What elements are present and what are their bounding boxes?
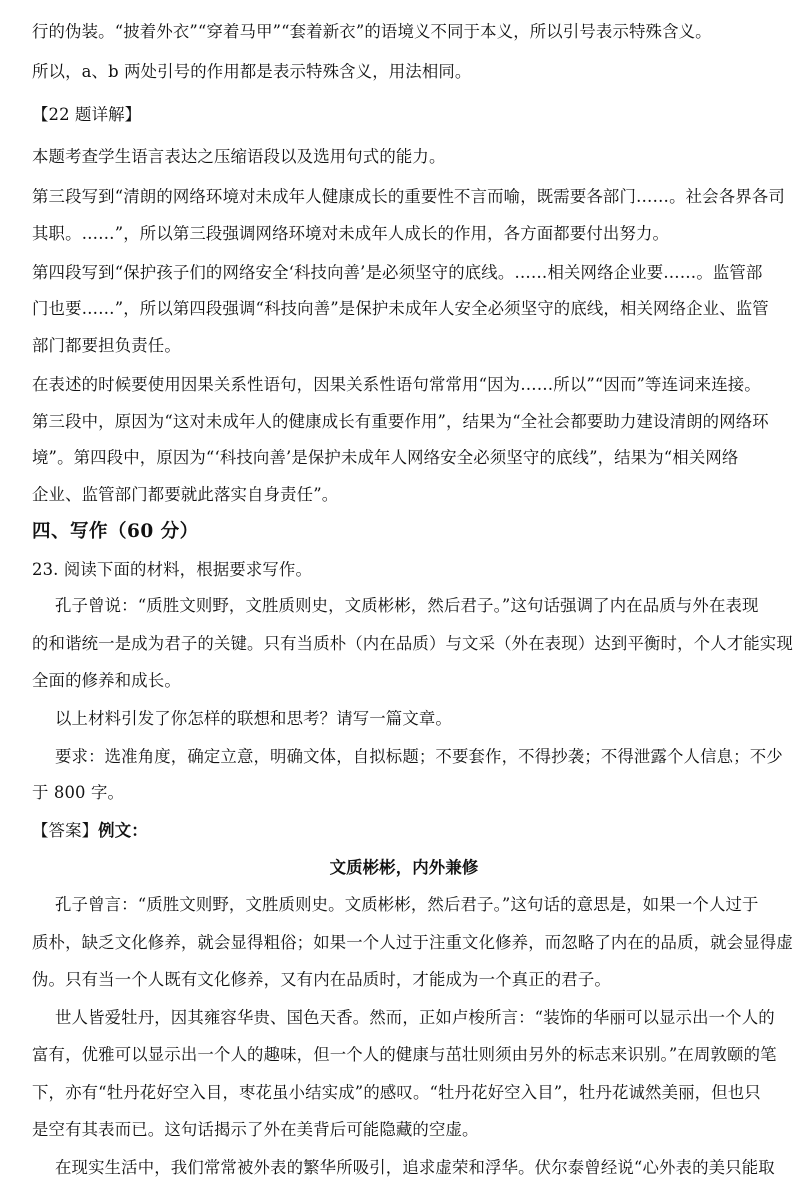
answer-label: 【答案】 (32, 821, 99, 840)
essay-title: 文质彬彬，内外兼修 (329, 858, 479, 877)
section-label: 【22 题详解】 (32, 105, 142, 124)
text-line: 第四段写到“保护孩子们的网络安全‘科技向善’是必须坚守的底线。……相关网络企业要……。监管部 (32, 263, 763, 282)
text-line: 所以，a、b 两处引号的作用都是表示特殊含义，用法相同。 (32, 62, 472, 81)
requirement-line: 要求：选准角度，确定立意，明确文体，自拟标题；不要套作，不得抄袭；不得泄露个人信息；不少 (55, 747, 783, 766)
text-line: 第三段写到“清朗的网络环境对未成年人健康成长的重要性不言而喻，既需要各部门……。社会各界各司 (32, 187, 785, 206)
essay-line: 下，亦有“牡丹花好空入目，枣花虽小结实成”的感叹。“牡丹花好空入目”，牡丹花诚然美丽，但也只 (32, 1083, 761, 1102)
essay-line: 伪。只有当一个人既有文化修养，又有内在品质时，才能成为一个真正的君子。 (32, 970, 611, 989)
essay-line: 孔子曾言：“质胜文则野，文胜质则史。文质彬彬，然后君子。”这句话的意思是，如果一个人过于 (55, 895, 759, 914)
section-heading: 四、写作（60 分） (32, 521, 199, 542)
text-line: 在表述的时候要使用因果关系性语句，因果关系性语句常常用“因为……所以”“因而”等连词来连接。 (32, 375, 761, 394)
material-line: 全面的修养和成长。 (32, 671, 181, 690)
material-line: 的和谐统一是成为君子的关键。只有当质朴（内在品质）与文采（外在表现）达到平衡时，个人才能实现 (32, 634, 793, 653)
essay-line: 世人皆爱牡丹，因其雍容华贵、国色天香。然而，正如卢梭所言：“装饰的华丽可以显示出一个人的 (55, 1008, 775, 1027)
question-line: 以上材料引发了你怎样的联想和思考？请写一篇文章。 (55, 709, 452, 728)
answer-label-line (32, 820, 148, 842)
text-line: 境”。第四段中，原因为“‘科技向善’是保护未成年人网络安全必须坚守的底线”，结果为“相关网络 (32, 448, 739, 467)
essay-line: 富有，优雅可以显示出一个人的趣味，但一个人的健康与茁壮则须由另外的标志来识别。”在周敦颐的笔 (32, 1045, 777, 1064)
text-line: 第三段中，原因为“这对未成年人的健康成长有重要作用”，结果为“全社会都要助力建设清朗的网络环 (32, 412, 769, 431)
question-prompt: 23. 阅读下面的材料，根据要求写作。 (32, 560, 312, 579)
requirement-line: 于 800 字。 (32, 783, 125, 802)
example-label: 例文： (98, 821, 148, 840)
text-line: 本题考查学生语言表达之压缩语段以及选用句式的能力。 (32, 147, 446, 166)
essay-line: 质朴，缺乏文化修养，就会显得粗俗；如果一个人过于注重文化修养，而忽略了内在的品质，就会显得虚 (32, 933, 793, 952)
text-line: 企业、监管部门都要就此落实自身责任”。 (32, 485, 339, 504)
text-line: 行的伪装。“披着外衣”“穿着马甲”“套着新衣”的语境义不同于本义，所以引号表示特殊含义。 (32, 22, 712, 41)
text-line: 其职。……”，所以第三段强调网络环境对未成年人成长的作用，各方面都要付出努力。 (32, 224, 670, 243)
essay-line: 是空有其表而已。这句话揭示了外在美背后可能隐藏的空虚。 (32, 1120, 479, 1139)
text-line: 门也要……”，所以第四段强调“科技向善”是保护未成年人安全必须坚守的底线，相关网络企业、监管 (32, 299, 769, 318)
essay-line: 在现实生活中，我们常常被外表的繁华所吸引，追求虚荣和浮华。伏尔泰曾经说“心外表的美只能取 (55, 1158, 775, 1177)
text-line: 部门都要担负责任。 (32, 336, 181, 355)
material-line: 孔子曾说：“质胜文则野，文胜质则史，文质彬彬，然后君子。”这句话强调了内在品质与外在表现 (55, 596, 759, 615)
